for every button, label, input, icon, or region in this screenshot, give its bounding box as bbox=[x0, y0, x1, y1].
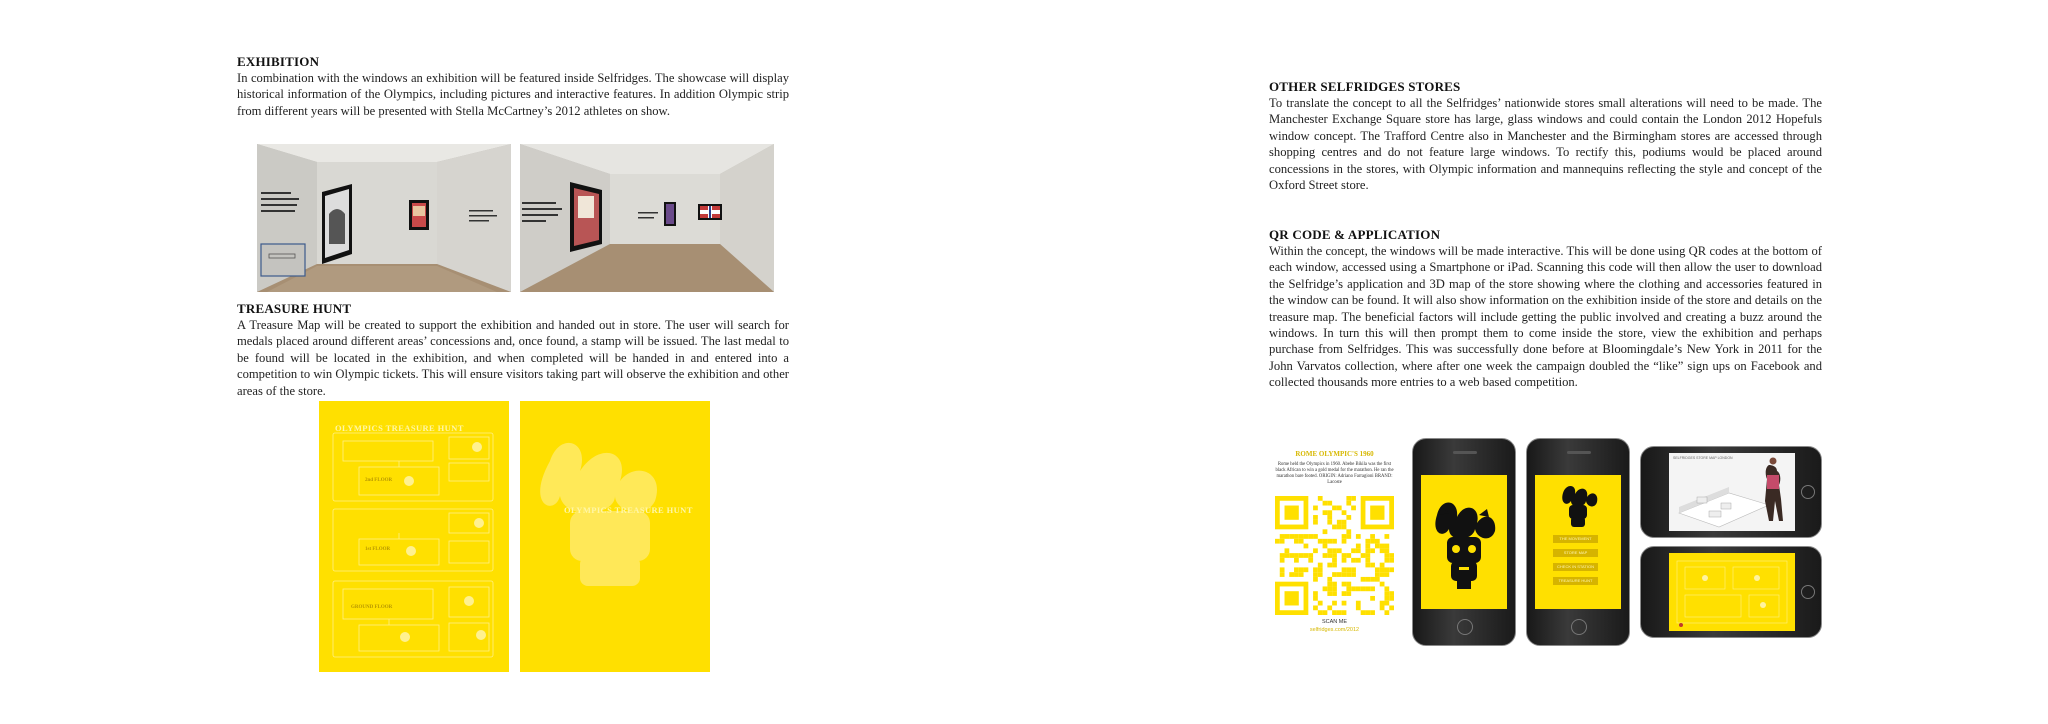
other-stores-section bbox=[1269, 79, 1822, 193]
treasure-map-poster bbox=[319, 401, 509, 672]
menu-item-movement[interactable]: THE MOVEMENT bbox=[1553, 535, 1598, 543]
cover-poster-title: OLYMPICS TREASURE HUNT bbox=[564, 505, 693, 515]
exhibition-section bbox=[237, 54, 789, 119]
qr-code-heading: QR CODE & APPLICATION bbox=[1269, 227, 1441, 242]
exhibition-heading: EXHIBITION bbox=[237, 54, 320, 69]
phone-store-map-landscape bbox=[1640, 446, 1822, 538]
phone-speaker bbox=[1453, 451, 1477, 454]
phone-screen bbox=[1669, 453, 1795, 531]
floor-label-2nd: 2nd FLOOR bbox=[365, 478, 393, 483]
store-floor-plan bbox=[319, 401, 509, 672]
exhibition-body: In combination with the windows an exhibition will be featured inside Selfridges. The showcase will display historical information of the Olympics, including pictures and interactive features. In addition Olympic strip from different years will be presented with Stella McCartney’s 2012 athletes on show. bbox=[237, 71, 789, 118]
treasure-hunt-body: A Treasure Map will be created to support the exhibition and handed out in store. The user will search for medals placed around different areas’ concessions and, once found, a stamp will be issued. The last medal to be found will be located in the exhibition, and when completed will be handed in and entered into a competition to win Olympic tickets. This will ensure visitors taking part will observe the exhibition and other areas of the store. bbox=[237, 318, 789, 398]
phone-screen bbox=[1535, 475, 1621, 609]
phone-screen bbox=[1421, 475, 1507, 609]
menu-item-check-in[interactable]: CHECK IN STATION bbox=[1553, 563, 1598, 571]
qr-scan-label: SCAN ME bbox=[1321, 619, 1348, 625]
qr-card-title: ROME OLYMPIC'S 1960 bbox=[1295, 450, 1374, 458]
floor-label-1st: 1st FLOOR bbox=[365, 547, 391, 552]
other-stores-heading: OTHER SELFRIDGES STORES bbox=[1269, 79, 1461, 94]
menu-item-treasure-hunt[interactable]: TREASURE HUNT bbox=[1553, 577, 1598, 585]
other-stores-body: To translate the concept to all the Selfridges’ nationwide stores small alterations will need to be made. The Manchester Exchange Square store has large, glass windows and could contain the London 2012 Hopefuls window concept. The Trafford Centre also in Manchester and the Birmingham stores are accessed through shopping centres and do not feature large windows. To rectify this, podiums would be placed around concessions in the stores, with Olympic information and mannequins reflecting the style and concept of the Oxford Street store. bbox=[1269, 96, 1822, 193]
phone-speaker bbox=[1567, 451, 1591, 454]
floor-label-ground: GROUND FLOOR bbox=[351, 605, 393, 610]
selfridges-olympics-logo-icon bbox=[1421, 475, 1507, 609]
store-map-render[interactable] bbox=[1669, 453, 1795, 531]
phone-home-button[interactable] bbox=[1571, 619, 1587, 635]
map-app-header: SELFRIDGES STORE MAP LONDON bbox=[1673, 456, 1733, 460]
phone-treasure-map-landscape bbox=[1640, 546, 1822, 638]
qr-code-body: Within the concept, the windows will be made interactive. This will be done using QR codes at the bottom of each window, accessed using a Smartphone or iPad. Scanning this code will then allow the user to download the Selfridge’s application and 3D map of the store showing where the clothing and accessories featured in the window can be found. It will also show information on the exhibition inside of the store and details on the treasure map. The beneficial factors will include getting the public involved and creating a buzz around the windows. In turn this will then prompt them to come inside the store, view the exhibition and perhaps purchase from Selfridges. This was successfully done before at Bloomingdale’s New York in 2011 for the John Varvatos collection, where after one week the campaign doubled the “like” sign ups on Facebook and collected thousands more entries to a web based competition. bbox=[1269, 244, 1822, 390]
map-poster-title: OLYMPICS TREASURE HUNT bbox=[335, 423, 464, 433]
qr-code-card bbox=[1270, 446, 1399, 639]
menu-item-store-map[interactable]: STORE MAP bbox=[1553, 549, 1598, 557]
treasure-hunt-cover-poster bbox=[520, 401, 710, 672]
exhibition-render-right bbox=[520, 144, 774, 292]
exhibition-render-left bbox=[257, 144, 511, 292]
phone-home-button[interactable] bbox=[1801, 585, 1815, 599]
qr-card-text: Rome held the Olympics in 1960. Abebe Bikila was the first black African to win a gold medal for the marathon. He ran the marathon bare footed. ORIGIN: Adriano Farragioni BRAND: Lacoste bbox=[1275, 462, 1394, 485]
treasure-hunt-heading: TREASURE HUNT bbox=[237, 301, 352, 316]
olympics-emblem-watermark bbox=[520, 401, 710, 672]
app-logo-icon bbox=[1535, 475, 1621, 535]
phone-splash-screen bbox=[1412, 438, 1516, 646]
phone-screen bbox=[1669, 553, 1795, 631]
phone-home-button[interactable] bbox=[1457, 619, 1473, 635]
phone-menu-screen bbox=[1526, 438, 1630, 646]
treasure-map-render[interactable] bbox=[1669, 553, 1795, 631]
phone-home-button[interactable] bbox=[1801, 485, 1815, 499]
treasure-hunt-section bbox=[237, 301, 789, 399]
qr-code-section bbox=[1269, 227, 1822, 391]
qr-site-label: selfridges.com/2012 bbox=[1309, 627, 1360, 633]
qr-code-icon[interactable] bbox=[1275, 496, 1394, 615]
